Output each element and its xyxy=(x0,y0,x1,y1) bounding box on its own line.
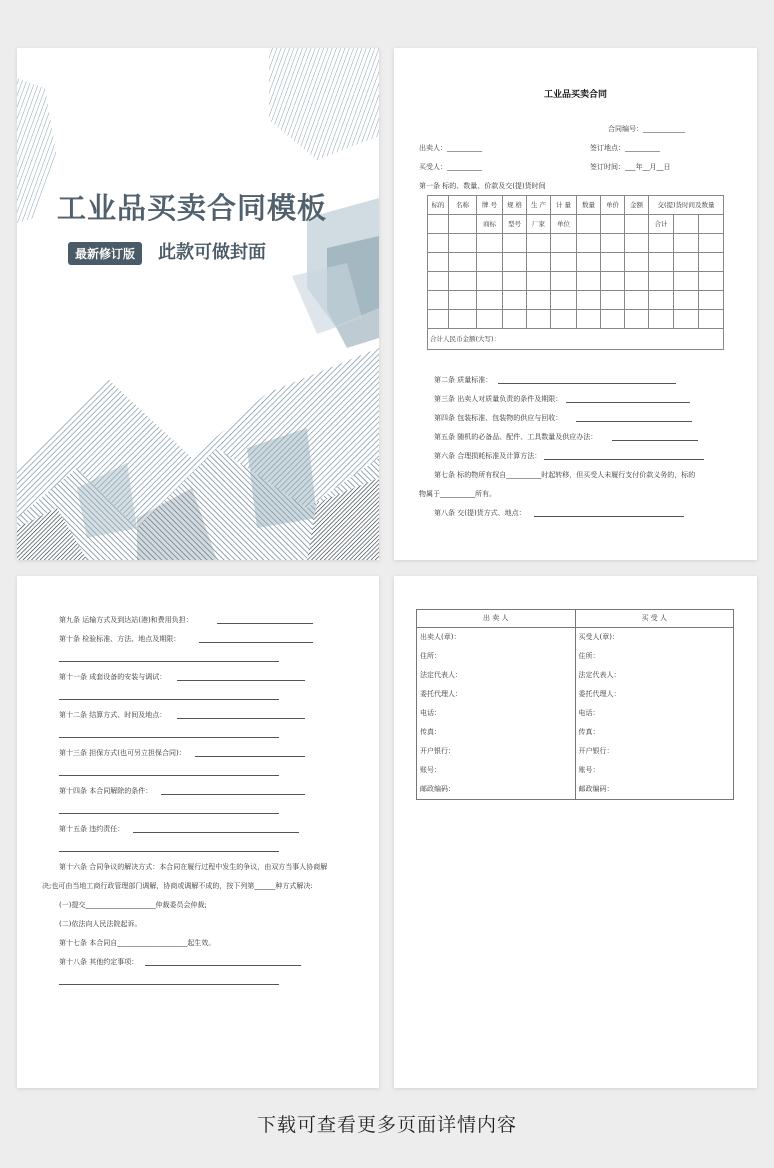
buyer-row: 邮政编码： xyxy=(578,785,614,793)
seller-row: 委托代理人： xyxy=(420,690,462,698)
blank-line xyxy=(59,775,279,776)
sign-place-field: 签订地点：__________ xyxy=(590,144,660,152)
table-header: 生 产 xyxy=(527,196,551,215)
buyer-row: 电话： xyxy=(578,709,600,717)
table-header: 单价 xyxy=(601,196,625,215)
blank-line xyxy=(59,984,279,985)
seller-row: 邮政编码： xyxy=(420,785,455,793)
article-17: 第十七条 本合同自____________________起生效。 xyxy=(59,939,216,947)
buyer-row: 买受人(章)： xyxy=(578,633,619,641)
article-11: 第十一条 成套设备的安装与调试： xyxy=(59,673,167,681)
seller-row: 传真： xyxy=(420,728,441,736)
cover-geometric-art xyxy=(17,48,379,560)
buyer-heading: 买 受 人 xyxy=(576,610,734,628)
table-header: 规 格 xyxy=(503,196,527,215)
seller-row: 住所： xyxy=(420,652,441,660)
blank-line xyxy=(59,737,279,738)
buyer-field: 买受人：__________ xyxy=(419,163,482,171)
article-10: 第十条 检验标准、方法、地点及期限： xyxy=(59,635,181,643)
seller-row: 电话： xyxy=(420,709,441,717)
article-13: 第十三条 担保方式(也可另立担保合同)： xyxy=(59,749,186,757)
seller-field: 出卖人：__________ xyxy=(419,144,482,152)
table-header: 计 量 xyxy=(551,196,577,215)
blank-line xyxy=(177,680,305,681)
article-15: 第十五条 违约责任： xyxy=(59,825,125,833)
seller-column xyxy=(417,610,576,800)
table-subheader: 合计 xyxy=(649,215,674,234)
seller-row: 账号： xyxy=(420,766,441,774)
contract-page-3 xyxy=(394,576,757,1088)
blank-line xyxy=(177,718,305,719)
table-header: 数量 xyxy=(577,196,601,215)
article-5: 第五条 随机的必备品、配件、工具数量及供应办法： xyxy=(434,433,598,441)
blank-line xyxy=(133,832,299,833)
table-header: 交(提)货时间及数量 xyxy=(649,196,724,215)
buyer-row: 委托代理人： xyxy=(578,690,621,698)
dispute-option-2: (二)依法向人民法院起诉。 xyxy=(59,920,142,928)
buyer-row: 传真： xyxy=(578,728,600,736)
blank-line xyxy=(544,459,704,460)
article-2: 第二条 质量标准： xyxy=(434,376,493,384)
blank-line xyxy=(498,383,676,384)
parties-table xyxy=(416,609,734,800)
contract-title: 工业品买卖合同 xyxy=(543,90,607,100)
dispute-option-1: (一)提交____________________仲裁委员会仲裁; xyxy=(59,901,207,909)
buyer-row: 账号： xyxy=(578,766,600,774)
table-header: 金额 xyxy=(625,196,649,215)
blank-line xyxy=(59,661,279,662)
article-12: 第十二条 结算方式、时间及地点： xyxy=(59,711,167,719)
seller-row: 法定代表人： xyxy=(420,671,462,679)
article-1-heading: 第一条 标的、数量、价款及交(提)货时间 xyxy=(419,182,546,190)
blank-line xyxy=(59,699,279,700)
table-header: 牌 号 xyxy=(477,196,503,215)
buyer-row: 开户银行： xyxy=(578,747,614,755)
blank-line xyxy=(566,402,690,403)
blank-line xyxy=(612,440,698,441)
blank-line xyxy=(161,794,305,795)
buyer-row: 法定代表人： xyxy=(578,671,621,679)
article-16-cont: 决;也可由当地工商行政管理部门调解，协商或调解不成的，按下列第______种方式解决: xyxy=(42,882,313,890)
blank-line xyxy=(195,756,305,757)
contract-page-1 xyxy=(394,48,757,560)
article-16: 第十六条 合同争议的解决方式：本合同在履行过程中发生的争议，由双方当事人协商解 xyxy=(59,863,328,871)
article-18: 第十八条 其他约定事项： xyxy=(59,958,139,966)
cover-subtitle: 此款可做封面 xyxy=(158,242,266,263)
edition-badge: 最新修订版 xyxy=(68,242,142,265)
table-subheader: 厂家 xyxy=(527,215,551,234)
blank-line xyxy=(59,813,279,814)
blank-line xyxy=(199,642,313,643)
article-4: 第四条 包装标准、包装物的供应与回收： xyxy=(434,414,563,422)
seller-row: 出卖人(章)： xyxy=(420,633,461,641)
sign-time-field: 签订时间：___年__月__日 xyxy=(590,163,671,171)
table-subheader: 单位 xyxy=(551,215,577,234)
table-header: 标的 xyxy=(428,196,449,215)
cover-page xyxy=(17,48,379,560)
article-14: 第十四条 本合同解除的条件： xyxy=(59,787,153,795)
article-3: 第三条 出卖人对质量负责的条件及期限： xyxy=(434,395,563,403)
buyer-column xyxy=(575,610,734,800)
blank-line xyxy=(59,851,279,852)
contract-page-2 xyxy=(17,576,379,1088)
blank-line xyxy=(145,965,301,966)
cover-title: 工业品买卖合同模板 xyxy=(57,191,328,225)
seller-row: 开户银行： xyxy=(420,747,455,755)
blank-line xyxy=(217,623,313,624)
table-subheader: 型号 xyxy=(503,215,527,234)
download-caption: 下载可查看更多页面详情内容 xyxy=(256,1114,517,1136)
article-7: 第七条 标的物所有权自__________时起转移，但买受人未履行支付价款义务的，标的 xyxy=(434,471,696,479)
blank-line xyxy=(576,421,692,422)
article-7-cont: 物属于__________所有。 xyxy=(419,490,496,498)
article-9: 第九条 运输方式及到达站(港)和费用负担： xyxy=(59,616,193,624)
blank-line xyxy=(534,516,684,517)
seller-heading: 出 卖 人 xyxy=(417,610,575,628)
article-8: 第八条 交(提)货方式、地点： xyxy=(434,509,526,517)
goods-table xyxy=(427,195,724,350)
table-subheader: 商标 xyxy=(477,215,503,234)
contract-number-field: 合同编号：____________ xyxy=(608,125,685,133)
table-header: 名称 xyxy=(449,196,477,215)
article-6: 第六条 合理损耗标准及计算方法： xyxy=(434,452,542,460)
buyer-row: 住所： xyxy=(578,652,600,660)
total-amount-row: 合计人民币金额(大写)： xyxy=(428,329,724,350)
